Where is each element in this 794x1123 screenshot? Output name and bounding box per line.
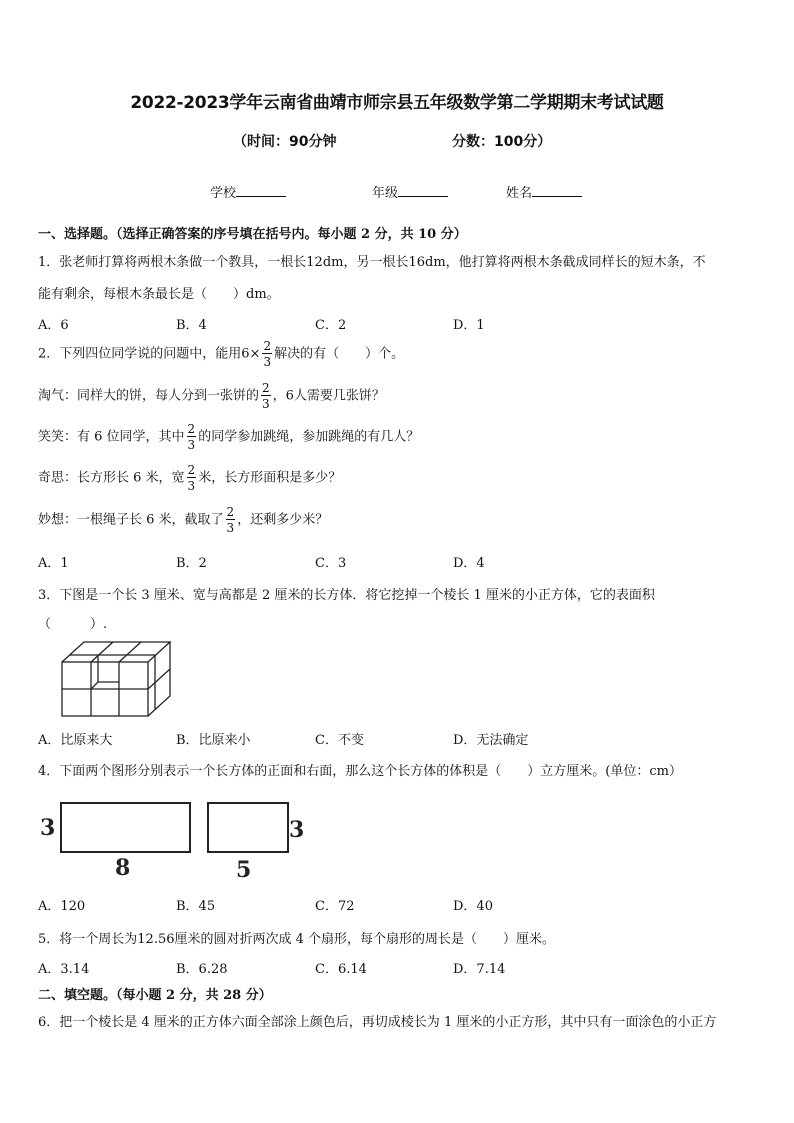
option-c: C．3	[315, 556, 347, 571]
section-heading: 二、填空题。（每小题 2 分，共 28 分）	[38, 988, 272, 1003]
right-width-label: 5	[236, 857, 252, 883]
question-text: 能有剩余，每根木条最长是（ ）dm。	[38, 287, 280, 302]
front-face-rect	[60, 802, 191, 853]
name-label: 姓名	[506, 186, 533, 201]
option-d: D．1	[453, 318, 485, 333]
right-face-rect	[207, 802, 289, 853]
option-b: B．45	[176, 899, 216, 914]
question-text: 4．下面两个图形分别表示一个长方体的正面和右面，那么这个长方体的体积是（ ）立方厘米。(单位：cm）	[38, 764, 682, 779]
right-height-label: 3	[289, 817, 305, 843]
front-width-label: 8	[115, 855, 131, 881]
fraction: $\frac{2}{3}$	[263, 339, 272, 369]
name-field	[506, 182, 582, 201]
question-text: 6．把一个棱长是 4 厘米的正方体六面全部涂上颜色后，再切成棱长为 1 厘米的小正方形，其中只有一面涂色的小正方	[38, 1015, 717, 1030]
option-b: B．6.28	[176, 962, 228, 977]
statement: 淘气：同样大的饼，每人分到一张饼的 $\frac{2}{3}$ ，6人需要几张饼？	[38, 381, 385, 411]
option-d: D．7.14	[453, 962, 506, 977]
statement: 妙想：一根绳子长 6 米，截取了 $\frac{2}{3}$ ，还剩多少米？	[38, 505, 329, 535]
option-c: C．6.14	[315, 962, 367, 977]
fraction: $\frac{2}{3}$	[187, 422, 196, 452]
option-a: A．120	[38, 899, 86, 914]
question-text: 5．将一个周长为12.56厘米的圆对折两次成 4 个扇形，每个扇形的周长是（ ）厘米。	[38, 932, 556, 947]
question-text: （ ）.	[38, 617, 108, 632]
fraction: $\frac{2}{3}$	[187, 463, 196, 493]
question-text: 3．下图是一个长 3 厘米、宽与高都是 2 厘米的长方体．将它挖掉一个棱长 1 厘米的小正方体，它的表面积	[38, 588, 655, 603]
grade-field	[372, 182, 448, 201]
page-title: 2022-2023学年云南省曲靖市师宗县五年级数学第二学期期末考试试题	[130, 93, 664, 113]
grade-blank	[398, 184, 448, 197]
option-a: A．1	[38, 556, 69, 571]
statement: 奇思：长方形长 6 米，宽 $\frac{2}{3}$ 米，长方形面积是多少？	[38, 463, 342, 493]
option-b: B．比原来小	[176, 733, 251, 748]
option-a: A．比原来大	[38, 733, 113, 748]
cuboid-figure	[58, 638, 176, 720]
option-c: C．不变	[315, 733, 364, 748]
option-b: B．4	[176, 318, 207, 333]
school-blank	[236, 184, 286, 197]
front-height-label: 3	[40, 815, 56, 841]
statement: 笑笑：有 6 位同学，其中 $\frac{2}{3}$ 的同学参加跳绳，参加跳绳的有几人？	[38, 422, 420, 452]
exam-score: 分数：100分）	[452, 134, 552, 150]
name-blank	[532, 184, 582, 197]
grade-label: 年级	[372, 186, 399, 201]
option-c: C．72	[315, 899, 355, 914]
exam-time: （时间：90分钟	[233, 134, 337, 150]
option-d: D．40	[453, 899, 493, 914]
question-text: 2．下列四位同学说的问题中，能用6× $\frac{2}{3}$ 解决的有（ ）个。	[38, 339, 405, 369]
option-c: C．2	[315, 318, 347, 333]
section-heading: 一、选择题。（选择正确答案的序号填在括号内。每小题 2 分，共 10 分）	[38, 227, 467, 242]
question-text: 1．张老师打算将两根木条做一个教具，一根长12dm，另一根长16dm，他打算将两根木条截成同样长的短木条，不	[38, 255, 706, 270]
option-d: D．无法确定	[453, 733, 529, 748]
option-a: A．3.14	[38, 962, 90, 977]
school-label: 学校	[210, 186, 237, 201]
option-d: D．4	[453, 556, 485, 571]
fraction: $\frac{2}{3}$	[262, 381, 270, 411]
fraction: $\frac{2}{3}$	[226, 505, 235, 535]
option-a: A．6	[38, 318, 69, 333]
option-b: B．2	[176, 556, 207, 571]
school-field	[210, 182, 286, 201]
